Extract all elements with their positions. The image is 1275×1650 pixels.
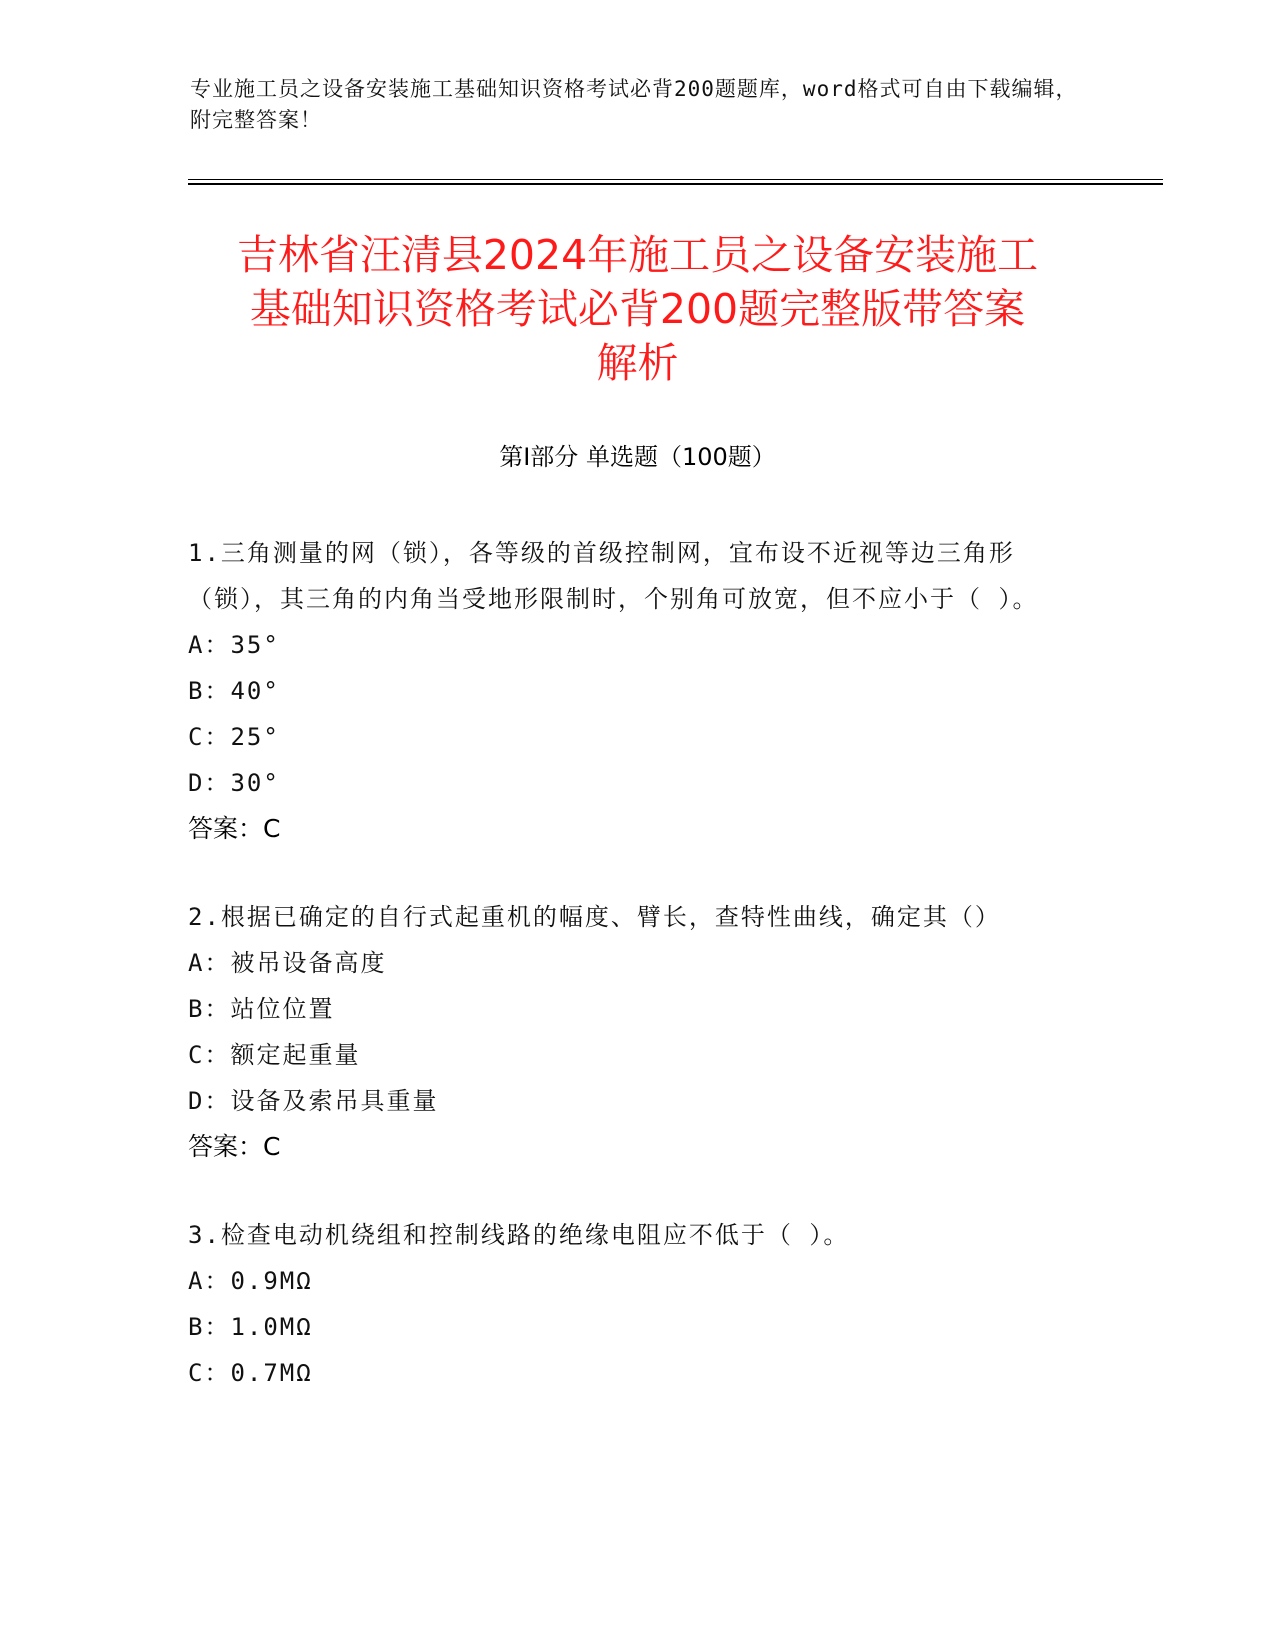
header-divider-thick bbox=[188, 183, 1163, 185]
title-line-2: 基础知识资格考试必背200题完整版带答案 bbox=[249, 285, 1026, 333]
section-title: 第Ⅰ部分 单选题（100题） bbox=[499, 443, 776, 471]
option-a: A：35° bbox=[188, 631, 280, 659]
header-divider-thin bbox=[188, 179, 1163, 180]
answer: 答案：C bbox=[188, 1132, 281, 1161]
option-a: A：被吊设备高度 bbox=[188, 949, 387, 977]
title-line-3: 解析 bbox=[596, 339, 679, 387]
option-b: B：站位位置 bbox=[188, 995, 335, 1023]
document-title bbox=[160, 228, 1115, 390]
question-stem: 3.检查电动机绕组和控制线路的绝缘电阻应不低于（ ）。 bbox=[188, 1221, 850, 1249]
title-line-1: 吉林省汪清县2024年施工员之设备安装施工 bbox=[236, 231, 1039, 279]
answer: 答案：C bbox=[188, 814, 281, 843]
question-stem: 1.三角测量的网（锁），各等级的首级控制网，宜布设不近视等边三角形（锁），其三角的内角当受地形限制时，个别角可放宽，但不应小于（ ）。 bbox=[188, 539, 1039, 613]
option-c: C：额定起重量 bbox=[188, 1041, 361, 1069]
question-list bbox=[188, 530, 1068, 1438]
option-d: D：30° bbox=[188, 769, 280, 797]
option-d: D：设备及索吊具重量 bbox=[188, 1087, 439, 1115]
question-1 bbox=[188, 530, 1068, 852]
option-b: B：40° bbox=[188, 677, 280, 705]
option-a: A：0.9MΩ bbox=[188, 1267, 313, 1295]
question-stem: 2.根据已确定的自行式起重机的幅度、臂长，查特性曲线，确定其（） bbox=[188, 903, 1001, 931]
question-2 bbox=[188, 894, 1068, 1170]
question-3 bbox=[188, 1212, 1068, 1396]
option-b: B：1.0MΩ bbox=[188, 1313, 313, 1341]
header-note: 专业施工员之设备安装施工基础知识资格考试必背200题题库，word格式可自由下载编辑，附完整答案！ bbox=[190, 77, 1078, 132]
option-c: C：25° bbox=[188, 723, 280, 751]
option-c: C：0.7MΩ bbox=[188, 1359, 313, 1387]
